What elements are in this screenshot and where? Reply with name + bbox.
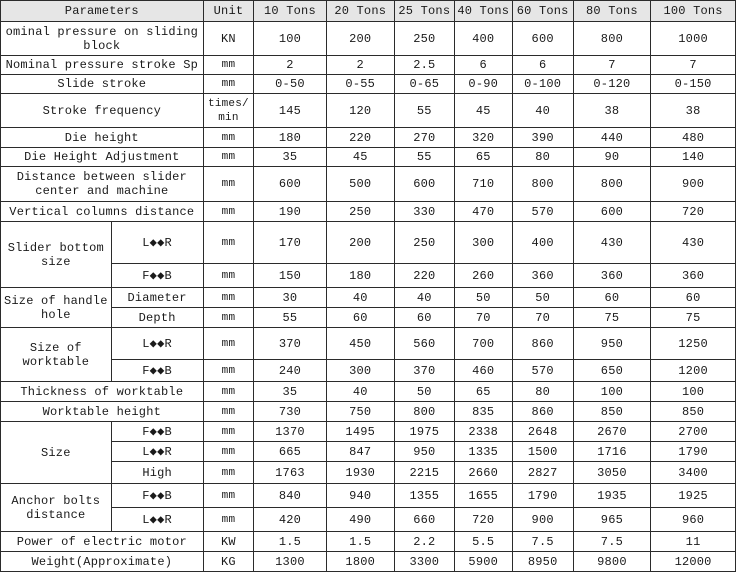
- header-model: 40 Tons: [454, 1, 512, 22]
- row-unit: KW: [203, 532, 254, 552]
- cell-value: 1335: [454, 442, 512, 462]
- cell-value: 60: [326, 308, 394, 328]
- cell-value: 2.5: [394, 56, 454, 75]
- cell-value: 55: [254, 308, 326, 328]
- cell-value: 700: [454, 328, 512, 360]
- cell-value: 150: [254, 264, 326, 288]
- cell-value: 6: [512, 56, 573, 75]
- header-parameters: Parameters: [1, 1, 204, 22]
- cell-value: 38: [651, 94, 736, 128]
- table-row: [1, 288, 736, 308]
- sub-label: F◆◆B: [111, 360, 203, 382]
- cell-value: 140: [651, 148, 736, 167]
- cell-value: 0-65: [394, 75, 454, 94]
- cell-value: 2338: [454, 422, 512, 442]
- row-unit: mm: [203, 382, 254, 402]
- table-row: [1, 442, 736, 462]
- row-unit: mm: [203, 222, 254, 264]
- sub-label: High: [111, 462, 203, 484]
- sub-label: F◆◆B: [111, 264, 203, 288]
- cell-value: 250: [394, 22, 454, 56]
- cell-value: 260: [454, 264, 512, 288]
- cell-value: 300: [326, 360, 394, 382]
- row-label: Power of electric motor: [1, 532, 204, 552]
- cell-value: 940: [326, 484, 394, 508]
- sub-label: F◆◆B: [111, 422, 203, 442]
- table-row: [1, 56, 736, 75]
- cell-value: 9800: [573, 552, 651, 572]
- cell-value: 2827: [512, 462, 573, 484]
- unit-line: times/: [208, 97, 249, 110]
- cell-value: 2: [326, 56, 394, 75]
- table-row: [1, 128, 736, 148]
- cell-value: 430: [651, 222, 736, 264]
- header-model: 10 Tons: [254, 1, 326, 22]
- header-model: 80 Tons: [573, 1, 651, 22]
- row-unit: mm: [203, 167, 254, 202]
- row-unit: [203, 94, 254, 128]
- cell-value: 665: [254, 442, 326, 462]
- table-row: [1, 382, 736, 402]
- row-unit: KG: [203, 552, 254, 572]
- cell-value: 800: [394, 402, 454, 422]
- table-row: [1, 532, 736, 552]
- cell-value: 8950: [512, 552, 573, 572]
- row-label: ominal pressure on sliding block: [1, 22, 204, 56]
- row-unit: mm: [203, 402, 254, 422]
- cell-value: 2700: [651, 422, 736, 442]
- cell-value: 60: [651, 288, 736, 308]
- cell-value: 75: [573, 308, 651, 328]
- group-label: Anchor bolts distance: [1, 484, 112, 532]
- row-unit: mm: [203, 462, 254, 484]
- cell-value: 960: [651, 508, 736, 532]
- cell-value: 370: [394, 360, 454, 382]
- sub-label: L◆◆R: [111, 508, 203, 532]
- cell-value: 950: [394, 442, 454, 462]
- cell-value: 440: [573, 128, 651, 148]
- cell-value: 370: [254, 328, 326, 360]
- cell-value: 55: [394, 148, 454, 167]
- cell-value: 330: [394, 202, 454, 222]
- cell-value: 860: [512, 328, 573, 360]
- cell-value: 5900: [454, 552, 512, 572]
- table-row: [1, 148, 736, 167]
- row-label: Vertical columns distance: [1, 202, 204, 222]
- row-unit: mm: [203, 508, 254, 532]
- cell-value: 270: [394, 128, 454, 148]
- cell-value: 847: [326, 442, 394, 462]
- table-row: [1, 552, 736, 572]
- cell-value: 300: [454, 222, 512, 264]
- cell-value: 7: [651, 56, 736, 75]
- header-unit: Unit: [203, 1, 254, 22]
- row-label: Die Height Adjustment: [1, 148, 204, 167]
- cell-value: 900: [512, 508, 573, 532]
- cell-value: 40: [326, 382, 394, 402]
- cell-value: 3400: [651, 462, 736, 484]
- cell-value: 100: [573, 382, 651, 402]
- table-row: [1, 484, 736, 508]
- cell-value: 0-90: [454, 75, 512, 94]
- cell-value: 600: [573, 202, 651, 222]
- sub-label: F◆◆B: [111, 484, 203, 508]
- cell-value: 45: [326, 148, 394, 167]
- cell-value: 100: [254, 22, 326, 56]
- row-label: Slide stroke: [1, 75, 204, 94]
- cell-value: 850: [651, 402, 736, 422]
- cell-value: 0-55: [326, 75, 394, 94]
- cell-value: 2: [254, 56, 326, 75]
- cell-value: 11: [651, 532, 736, 552]
- row-label: Stroke frequency: [1, 94, 204, 128]
- cell-value: 220: [326, 128, 394, 148]
- table-row: [1, 264, 736, 288]
- cell-value: 6: [454, 56, 512, 75]
- table-row: [1, 308, 736, 328]
- row-unit: mm: [203, 202, 254, 222]
- cell-value: 360: [651, 264, 736, 288]
- cell-value: 180: [326, 264, 394, 288]
- cell-value: 650: [573, 360, 651, 382]
- cell-value: 950: [573, 328, 651, 360]
- cell-value: 7.5: [512, 532, 573, 552]
- row-unit: mm: [203, 422, 254, 442]
- cell-value: 1500: [512, 442, 573, 462]
- cell-value: 430: [573, 222, 651, 264]
- cell-value: 1000: [651, 22, 736, 56]
- cell-value: 200: [326, 22, 394, 56]
- cell-value: 490: [326, 508, 394, 532]
- sub-label: Diameter: [111, 288, 203, 308]
- cell-value: 1250: [651, 328, 736, 360]
- cell-value: 710: [454, 167, 512, 202]
- cell-value: 50: [454, 288, 512, 308]
- cell-value: 170: [254, 222, 326, 264]
- cell-value: 7: [573, 56, 651, 75]
- cell-value: 5.5: [454, 532, 512, 552]
- cell-value: 1716: [573, 442, 651, 462]
- cell-value: 390: [512, 128, 573, 148]
- cell-value: 2660: [454, 462, 512, 484]
- cell-value: 600: [254, 167, 326, 202]
- cell-value: 1975: [394, 422, 454, 442]
- row-unit: KN: [203, 22, 254, 56]
- row-label: Distance between slider center and machine: [1, 167, 204, 202]
- cell-value: 900: [651, 167, 736, 202]
- cell-value: 360: [512, 264, 573, 288]
- cell-value: 1925: [651, 484, 736, 508]
- cell-value: 1935: [573, 484, 651, 508]
- cell-value: 1.5: [326, 532, 394, 552]
- cell-value: 250: [394, 222, 454, 264]
- header-row: [1, 1, 736, 22]
- cell-value: 600: [512, 22, 573, 56]
- cell-value: 50: [512, 288, 573, 308]
- cell-value: 850: [573, 402, 651, 422]
- table-row: [1, 462, 736, 484]
- cell-value: 420: [254, 508, 326, 532]
- cell-value: 65: [454, 382, 512, 402]
- cell-value: 120: [326, 94, 394, 128]
- header-model: 25 Tons: [394, 1, 454, 22]
- cell-value: 55: [394, 94, 454, 128]
- row-unit: mm: [203, 360, 254, 382]
- cell-value: 400: [512, 222, 573, 264]
- cell-value: 560: [394, 328, 454, 360]
- table-row: [1, 202, 736, 222]
- cell-value: 38: [573, 94, 651, 128]
- cell-value: 70: [454, 308, 512, 328]
- row-unit: mm: [203, 264, 254, 288]
- cell-value: 50: [394, 382, 454, 402]
- cell-value: 190: [254, 202, 326, 222]
- cell-value: 2.2: [394, 532, 454, 552]
- cell-value: 460: [454, 360, 512, 382]
- cell-value: 860: [512, 402, 573, 422]
- cell-value: 12000: [651, 552, 736, 572]
- row-unit: mm: [203, 288, 254, 308]
- cell-value: 660: [394, 508, 454, 532]
- cell-value: 80: [512, 148, 573, 167]
- table-row: [1, 422, 736, 442]
- table-row: [1, 22, 736, 56]
- cell-value: 35: [254, 382, 326, 402]
- group-label: Size of handle hole: [1, 288, 112, 328]
- cell-value: 40: [326, 288, 394, 308]
- cell-value: 570: [512, 360, 573, 382]
- cell-value: 1790: [512, 484, 573, 508]
- group-label: Size: [1, 422, 112, 484]
- table-row: [1, 222, 736, 264]
- cell-value: 40: [394, 288, 454, 308]
- cell-value: 1200: [651, 360, 736, 382]
- cell-value: 1495: [326, 422, 394, 442]
- row-label: Die height: [1, 128, 204, 148]
- cell-value: 1.5: [254, 532, 326, 552]
- cell-value: 220: [394, 264, 454, 288]
- cell-value: 0-50: [254, 75, 326, 94]
- cell-value: 840: [254, 484, 326, 508]
- cell-value: 1800: [326, 552, 394, 572]
- cell-value: 1355: [394, 484, 454, 508]
- cell-value: 0-120: [573, 75, 651, 94]
- sub-label: L◆◆R: [111, 222, 203, 264]
- cell-value: 720: [454, 508, 512, 532]
- cell-value: 750: [326, 402, 394, 422]
- header-model: 20 Tons: [326, 1, 394, 22]
- cell-value: 90: [573, 148, 651, 167]
- cell-value: 100: [651, 382, 736, 402]
- cell-value: 1370: [254, 422, 326, 442]
- table-row: [1, 75, 736, 94]
- cell-value: 3050: [573, 462, 651, 484]
- cell-value: 720: [651, 202, 736, 222]
- table-row: [1, 360, 736, 382]
- cell-value: 1930: [326, 462, 394, 484]
- row-unit: mm: [203, 442, 254, 462]
- cell-value: 1790: [651, 442, 736, 462]
- group-label: Size of worktable: [1, 328, 112, 382]
- table-row: [1, 94, 736, 128]
- cell-value: 1300: [254, 552, 326, 572]
- cell-value: 60: [394, 308, 454, 328]
- cell-value: 80: [512, 382, 573, 402]
- row-unit: mm: [203, 308, 254, 328]
- cell-value: 360: [573, 264, 651, 288]
- cell-value: 40: [512, 94, 573, 128]
- cell-value: 200: [326, 222, 394, 264]
- table-row: [1, 402, 736, 422]
- cell-value: 400: [454, 22, 512, 56]
- row-label: Weight(Approximate): [1, 552, 204, 572]
- cell-value: 70: [512, 308, 573, 328]
- cell-value: 30: [254, 288, 326, 308]
- sub-label: Depth: [111, 308, 203, 328]
- cell-value: 600: [394, 167, 454, 202]
- table-row: [1, 328, 736, 360]
- cell-value: 835: [454, 402, 512, 422]
- sub-label: L◆◆R: [111, 328, 203, 360]
- row-unit: mm: [203, 56, 254, 75]
- cell-value: 60: [573, 288, 651, 308]
- cell-value: 3300: [394, 552, 454, 572]
- cell-value: 65: [454, 148, 512, 167]
- table-row: [1, 508, 736, 532]
- header-model: 100 Tons: [651, 1, 736, 22]
- cell-value: 180: [254, 128, 326, 148]
- cell-value: 730: [254, 402, 326, 422]
- cell-value: 800: [573, 22, 651, 56]
- cell-value: 470: [454, 202, 512, 222]
- row-unit: mm: [203, 75, 254, 94]
- cell-value: 250: [326, 202, 394, 222]
- row-label: Worktable height: [1, 402, 204, 422]
- row-unit: mm: [203, 484, 254, 508]
- cell-value: 7.5: [573, 532, 651, 552]
- row-label: Nominal pressure stroke Sp: [1, 56, 204, 75]
- cell-value: 2670: [573, 422, 651, 442]
- cell-value: 240: [254, 360, 326, 382]
- row-label: Thickness of worktable: [1, 382, 204, 402]
- cell-value: 45: [454, 94, 512, 128]
- cell-value: 800: [512, 167, 573, 202]
- cell-value: 500: [326, 167, 394, 202]
- group-label: Slider bottom size: [1, 222, 112, 288]
- cell-value: 0-100: [512, 75, 573, 94]
- cell-value: 320: [454, 128, 512, 148]
- cell-value: 1655: [454, 484, 512, 508]
- cell-value: 480: [651, 128, 736, 148]
- cell-value: 800: [573, 167, 651, 202]
- table-row: [1, 167, 736, 202]
- unit-line: min: [218, 111, 239, 124]
- cell-value: 75: [651, 308, 736, 328]
- row-unit: mm: [203, 148, 254, 167]
- cell-value: 2648: [512, 422, 573, 442]
- cell-value: 35: [254, 148, 326, 167]
- cell-value: 450: [326, 328, 394, 360]
- cell-value: 145: [254, 94, 326, 128]
- cell-value: 570: [512, 202, 573, 222]
- cell-value: 0-150: [651, 75, 736, 94]
- sub-label: L◆◆R: [111, 442, 203, 462]
- row-unit: mm: [203, 128, 254, 148]
- cell-value: 1763: [254, 462, 326, 484]
- cell-value: 965: [573, 508, 651, 532]
- header-model: 60 Tons: [512, 1, 573, 22]
- cell-value: 2215: [394, 462, 454, 484]
- row-unit: mm: [203, 328, 254, 360]
